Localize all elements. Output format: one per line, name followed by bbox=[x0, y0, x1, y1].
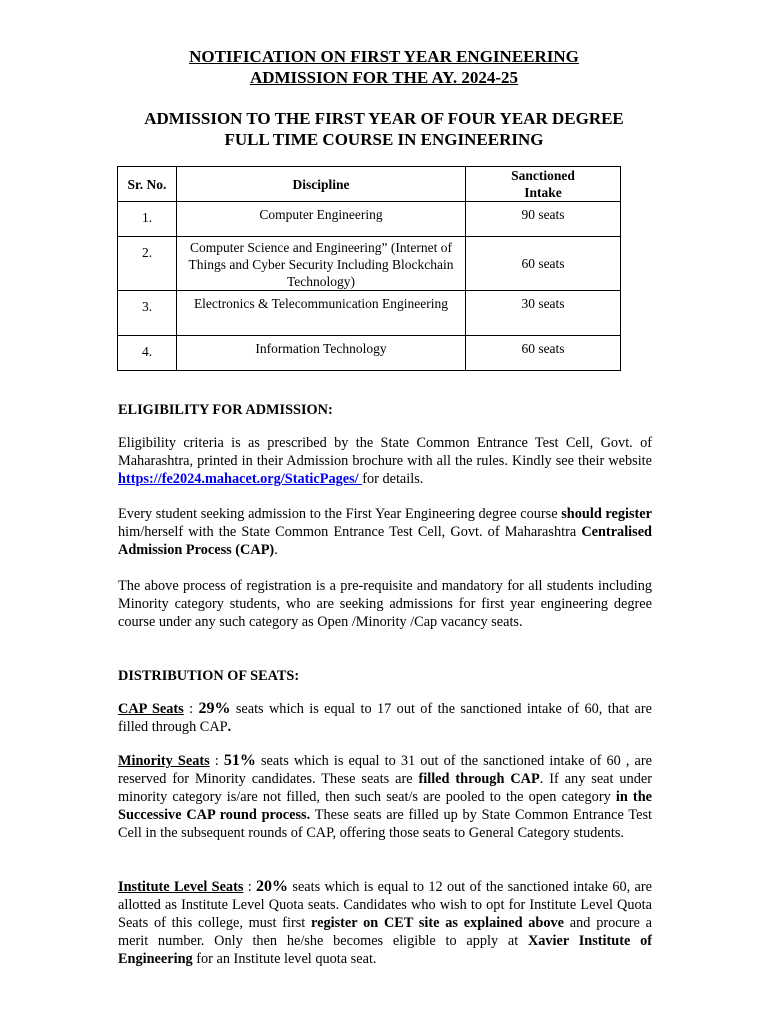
cap-text: seats which is equal to 17 out of the sanctioned intake of 60, that are filled through CAP bbox=[118, 701, 652, 735]
inst-text-c: and procure a merit number. Only then he/she becomes eligible to apply at bbox=[118, 915, 652, 949]
eligibility-paragraph-3: The above process of registration is a pre-requisite and mandatory for all students including Minority category students, who are seeking admissions for first year engineering degree course under any such category as Open /Minority /Cap vacancy seats. bbox=[118, 578, 652, 630]
row-srno: 2. bbox=[118, 237, 177, 291]
eligibility-heading: ELIGIBILITY FOR ADMISSION: bbox=[118, 402, 333, 418]
min-text-a: seats which is equal to 31 out of the sanctioned intake of 60 , are reserved for Minority candidates. These seats are bbox=[118, 753, 652, 787]
row-discipline: Computer Science and Engineering” (Internet of Things and Cyber Security Including Blockchain Technology) bbox=[177, 237, 466, 291]
inst-register-cet: register on CET site as explained above bbox=[311, 915, 565, 931]
intake-table bbox=[117, 166, 621, 371]
title-line-1: NOTIFICATION ON FIRST YEAR ENGINEERING bbox=[189, 47, 579, 66]
cap-end: . bbox=[227, 719, 232, 735]
inst-college-name: Xavier Institute of Engineering bbox=[118, 933, 652, 967]
inst-text-a: seats which is equal to 12 out of the sanctioned intake 60, are allotted as Institute Level Quota seats. Candidates who wish to opt for Institute Level Quota Seats of this college, must first bbox=[118, 879, 652, 931]
inst-sep: : bbox=[243, 879, 257, 895]
row-intake: 60 seats bbox=[466, 336, 621, 371]
p2-cap-name: Centralised Admission Process (CAP) bbox=[118, 524, 652, 558]
min-successive-cap: in the Successive CAP round process. bbox=[118, 789, 652, 823]
table-header-row bbox=[118, 167, 621, 202]
row-discipline: Computer Engineering bbox=[177, 202, 466, 237]
distribution-heading: DISTRIBUTION OF SEATS: bbox=[118, 668, 300, 684]
cap-sep: : bbox=[183, 701, 199, 717]
header-intake-line-1: Sanctioned bbox=[511, 168, 575, 183]
min-text-e: These seats are filled up by State Common Entrance Test Cell in the subsequent rounds of CAP, offering those seats to General Category students. bbox=[118, 807, 652, 841]
cap-seats-paragraph bbox=[118, 700, 652, 736]
table-row bbox=[118, 336, 621, 371]
institute-percentage: 20% bbox=[256, 878, 289, 895]
minority-percentage: 51% bbox=[223, 752, 256, 769]
min-sep: : bbox=[209, 753, 224, 769]
table-row bbox=[118, 237, 621, 291]
eligibility-paragraph-2 bbox=[118, 505, 652, 559]
row-discipline: Electronics & Telecommunication Engineering bbox=[177, 291, 466, 336]
eligibility-p1-text: Eligibility criteria is as prescribed by the State Common Entrance Test Cell, Govt. of Maharashtra, printed in their Admission brochure with all the rules. Kindly see their website bbox=[118, 435, 652, 469]
page-title bbox=[0, 46, 768, 88]
table-row bbox=[118, 291, 621, 336]
institute-seats-paragraph bbox=[118, 878, 652, 968]
page-subtitle bbox=[0, 108, 768, 150]
eligibility-p1-end: for details. bbox=[362, 471, 424, 487]
subtitle-line-2: FULL TIME COURSE IN ENGINEERING bbox=[224, 130, 544, 149]
row-intake: 60 seats bbox=[466, 237, 621, 291]
p2-text-e: . bbox=[274, 542, 278, 558]
minority-seats-label: Minority Seats bbox=[118, 753, 210, 769]
row-srno: 4. bbox=[118, 336, 177, 371]
min-text-c: . If any seat under minority category is/are not filled, then such seat/s are pooled to the open category bbox=[118, 771, 652, 805]
subtitle-line-1: ADMISSION TO THE FIRST YEAR OF FOUR YEAR DEGREE bbox=[144, 109, 624, 128]
row-srno: 1. bbox=[118, 202, 177, 237]
row-discipline: Information Technology bbox=[177, 336, 466, 371]
p2-text-c: him/herself with the State Common Entrance Test Cell, Govt. of Maharashtra bbox=[118, 524, 582, 540]
header-discipline: Discipline bbox=[177, 167, 466, 202]
eligibility-paragraph-1 bbox=[118, 434, 652, 488]
inst-text-e: for an Institute level quota seat. bbox=[192, 951, 377, 967]
mahacet-link[interactable]: https://fe2024.mahacet.org/StaticPages/ bbox=[118, 471, 363, 487]
min-filled-through-cap: filled through CAP bbox=[418, 771, 540, 787]
minority-seats-paragraph bbox=[118, 752, 652, 842]
institute-seats-label: Institute Level Seats bbox=[118, 879, 244, 895]
row-srno: 3. bbox=[118, 291, 177, 336]
header-srno: Sr. No. bbox=[118, 167, 177, 202]
row-intake: 30 seats bbox=[466, 291, 621, 336]
table-row bbox=[118, 202, 621, 237]
p2-text-a: Every student seeking admission to the First Year Engineering degree course bbox=[118, 506, 562, 522]
header-intake bbox=[466, 167, 621, 202]
row-intake: 90 seats bbox=[466, 202, 621, 237]
cap-percentage: 29% bbox=[198, 700, 231, 717]
title-line-2: ADMISSION FOR THE AY. 2024-25 bbox=[249, 68, 519, 87]
cap-seats-label: CAP Seats bbox=[118, 701, 184, 717]
header-intake-line-2: Intake bbox=[524, 185, 562, 200]
p2-should-register: should register bbox=[561, 506, 652, 522]
